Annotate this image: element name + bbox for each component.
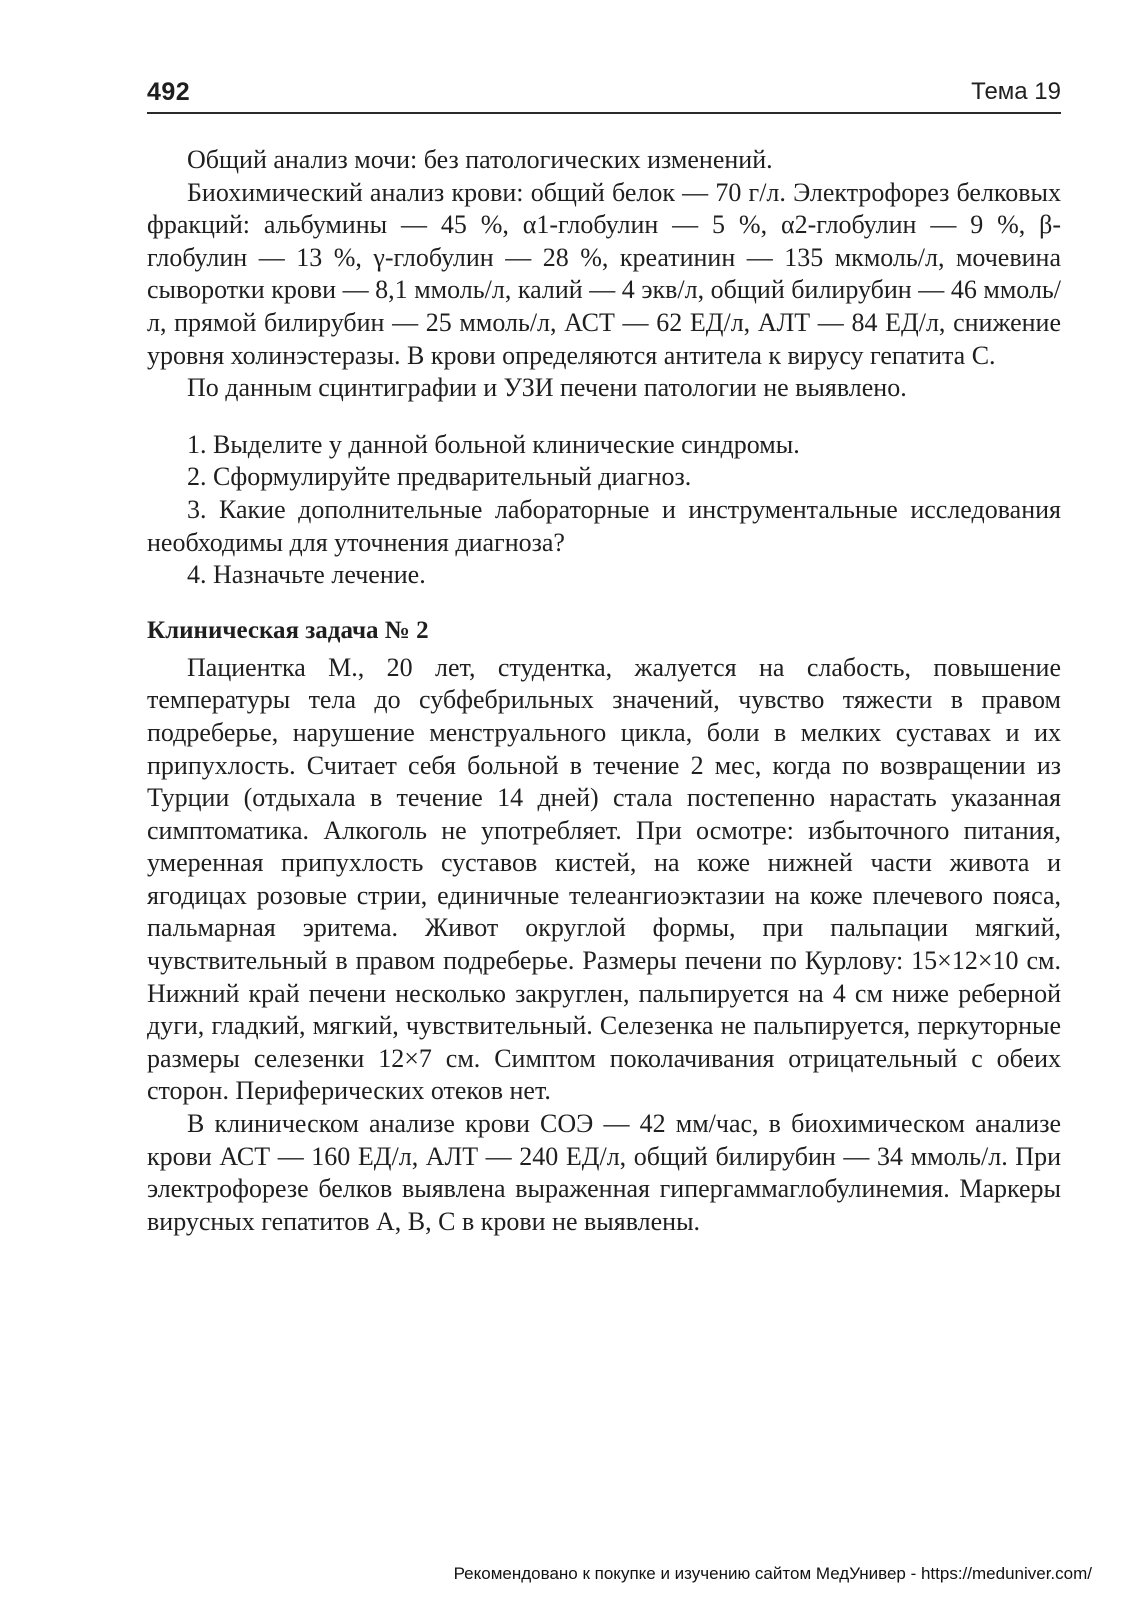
paragraph-case-description: Пациентка М., 20 лет, студентка, жалуется на слабость, повышение температуры тела до субфебрильных значений, чувство тяжести в правом подреберье, нарушение менструального цикла, боли в мелких суставах и их припухлость. Считает себя больной в течение 2 мес, когда по возвращении из Турции (отдыхала в течение 14 дней) стала постепенно нарастать указанная симптоматика. Алкоголь не употребляет. При осмотре: избыточного питания, умеренная припухлость суставов кистей, на коже нижней части живота и ягодицах розовые стрии, единичные телеангиоэктазии на коже плечевого пояса, пальмарная эритема. Живот округлой формы, при пальпации мягкий, чувствительный в правом подреберье. Размеры печени по Курлову: 15×12×10 см. Нижний край печени несколько закруглен, пальпируется на 4 см ниже реберной дуги, гладкий, мягкий, чувствительный. Селезенка не пальпируется, перкуторные размеры селезенки 12×7 см. Симптом поколачивания отрицательный с обеих сторон. Периферических отеков нет. [147,652,1061,1106]
running-title: Тема 19 [971,78,1061,105]
questions-list [147,429,1061,592]
paragraph-scintigraphy: По данным сцинтиграфии и УЗИ печени патологии не выявлено. [187,373,907,403]
paragraph-urine-analysis: Общий анализ мочи: без патологических изменений. [187,145,773,174]
paragraph-lab-results: В клиническом анализе крови СОЭ — 42 мм/час, в биохимическом анализе крови АСТ — 160 ЕД/л, АЛТ — 240 ЕД/л, общий билирубин — 34 ммоль/л. При электрофорезе белков выявлена выраженная гипергаммаглобулинемия. Маркеры вирусных гепатитов А, В, С в крови не выявлены. [147,1109,1061,1236]
spacer [147,405,1061,429]
question-item: 2. Сформулируйте предварительный диагноз. [187,462,692,492]
question-item: 4. Назначьте лечение. [187,560,426,590]
page-header [147,76,1061,114]
spacer [147,592,1061,614]
page-number: 492 [147,78,191,106]
page-body [147,144,1061,1238]
footer-recommendation: Рекомендовано к покупке и изучению сайтом МедУнивер - https://meduniver.com/ [453,1564,1092,1583]
question-item: 1. Выделите у данной больной клинические синдромы. [187,429,800,459]
section-heading: Клиническая задача № 2 [147,616,429,644]
paragraph-blood-biochemistry: Биохимический анализ крови: общий белок — 70 г/л. Электрофорез белковых фракций: альбумины — 45 %, α1-глобулин — 5 %, α2-глобулин — 9 %, β-глобулин — 13 %, γ-глобулин — 28 %, креатинин — 135 мкмоль/л, мочевина сыворотки крови — 8,1 ммоль/л, калий — 4 экв/л, общий билирубин — 46 ммоль/л, прямой билирубин — 25 ммоль/л, АСТ — 62 ЕД/л, АЛТ — 84 ЕД/л, снижение уровня холинэстеразы. В крови определяются антитела к вирусу гепатита С. [147,177,1061,370]
question-item: 3. Какие дополнительные лабораторные и инструментальные исследования необходимы для уточнения диагноза? [147,494,1061,557]
